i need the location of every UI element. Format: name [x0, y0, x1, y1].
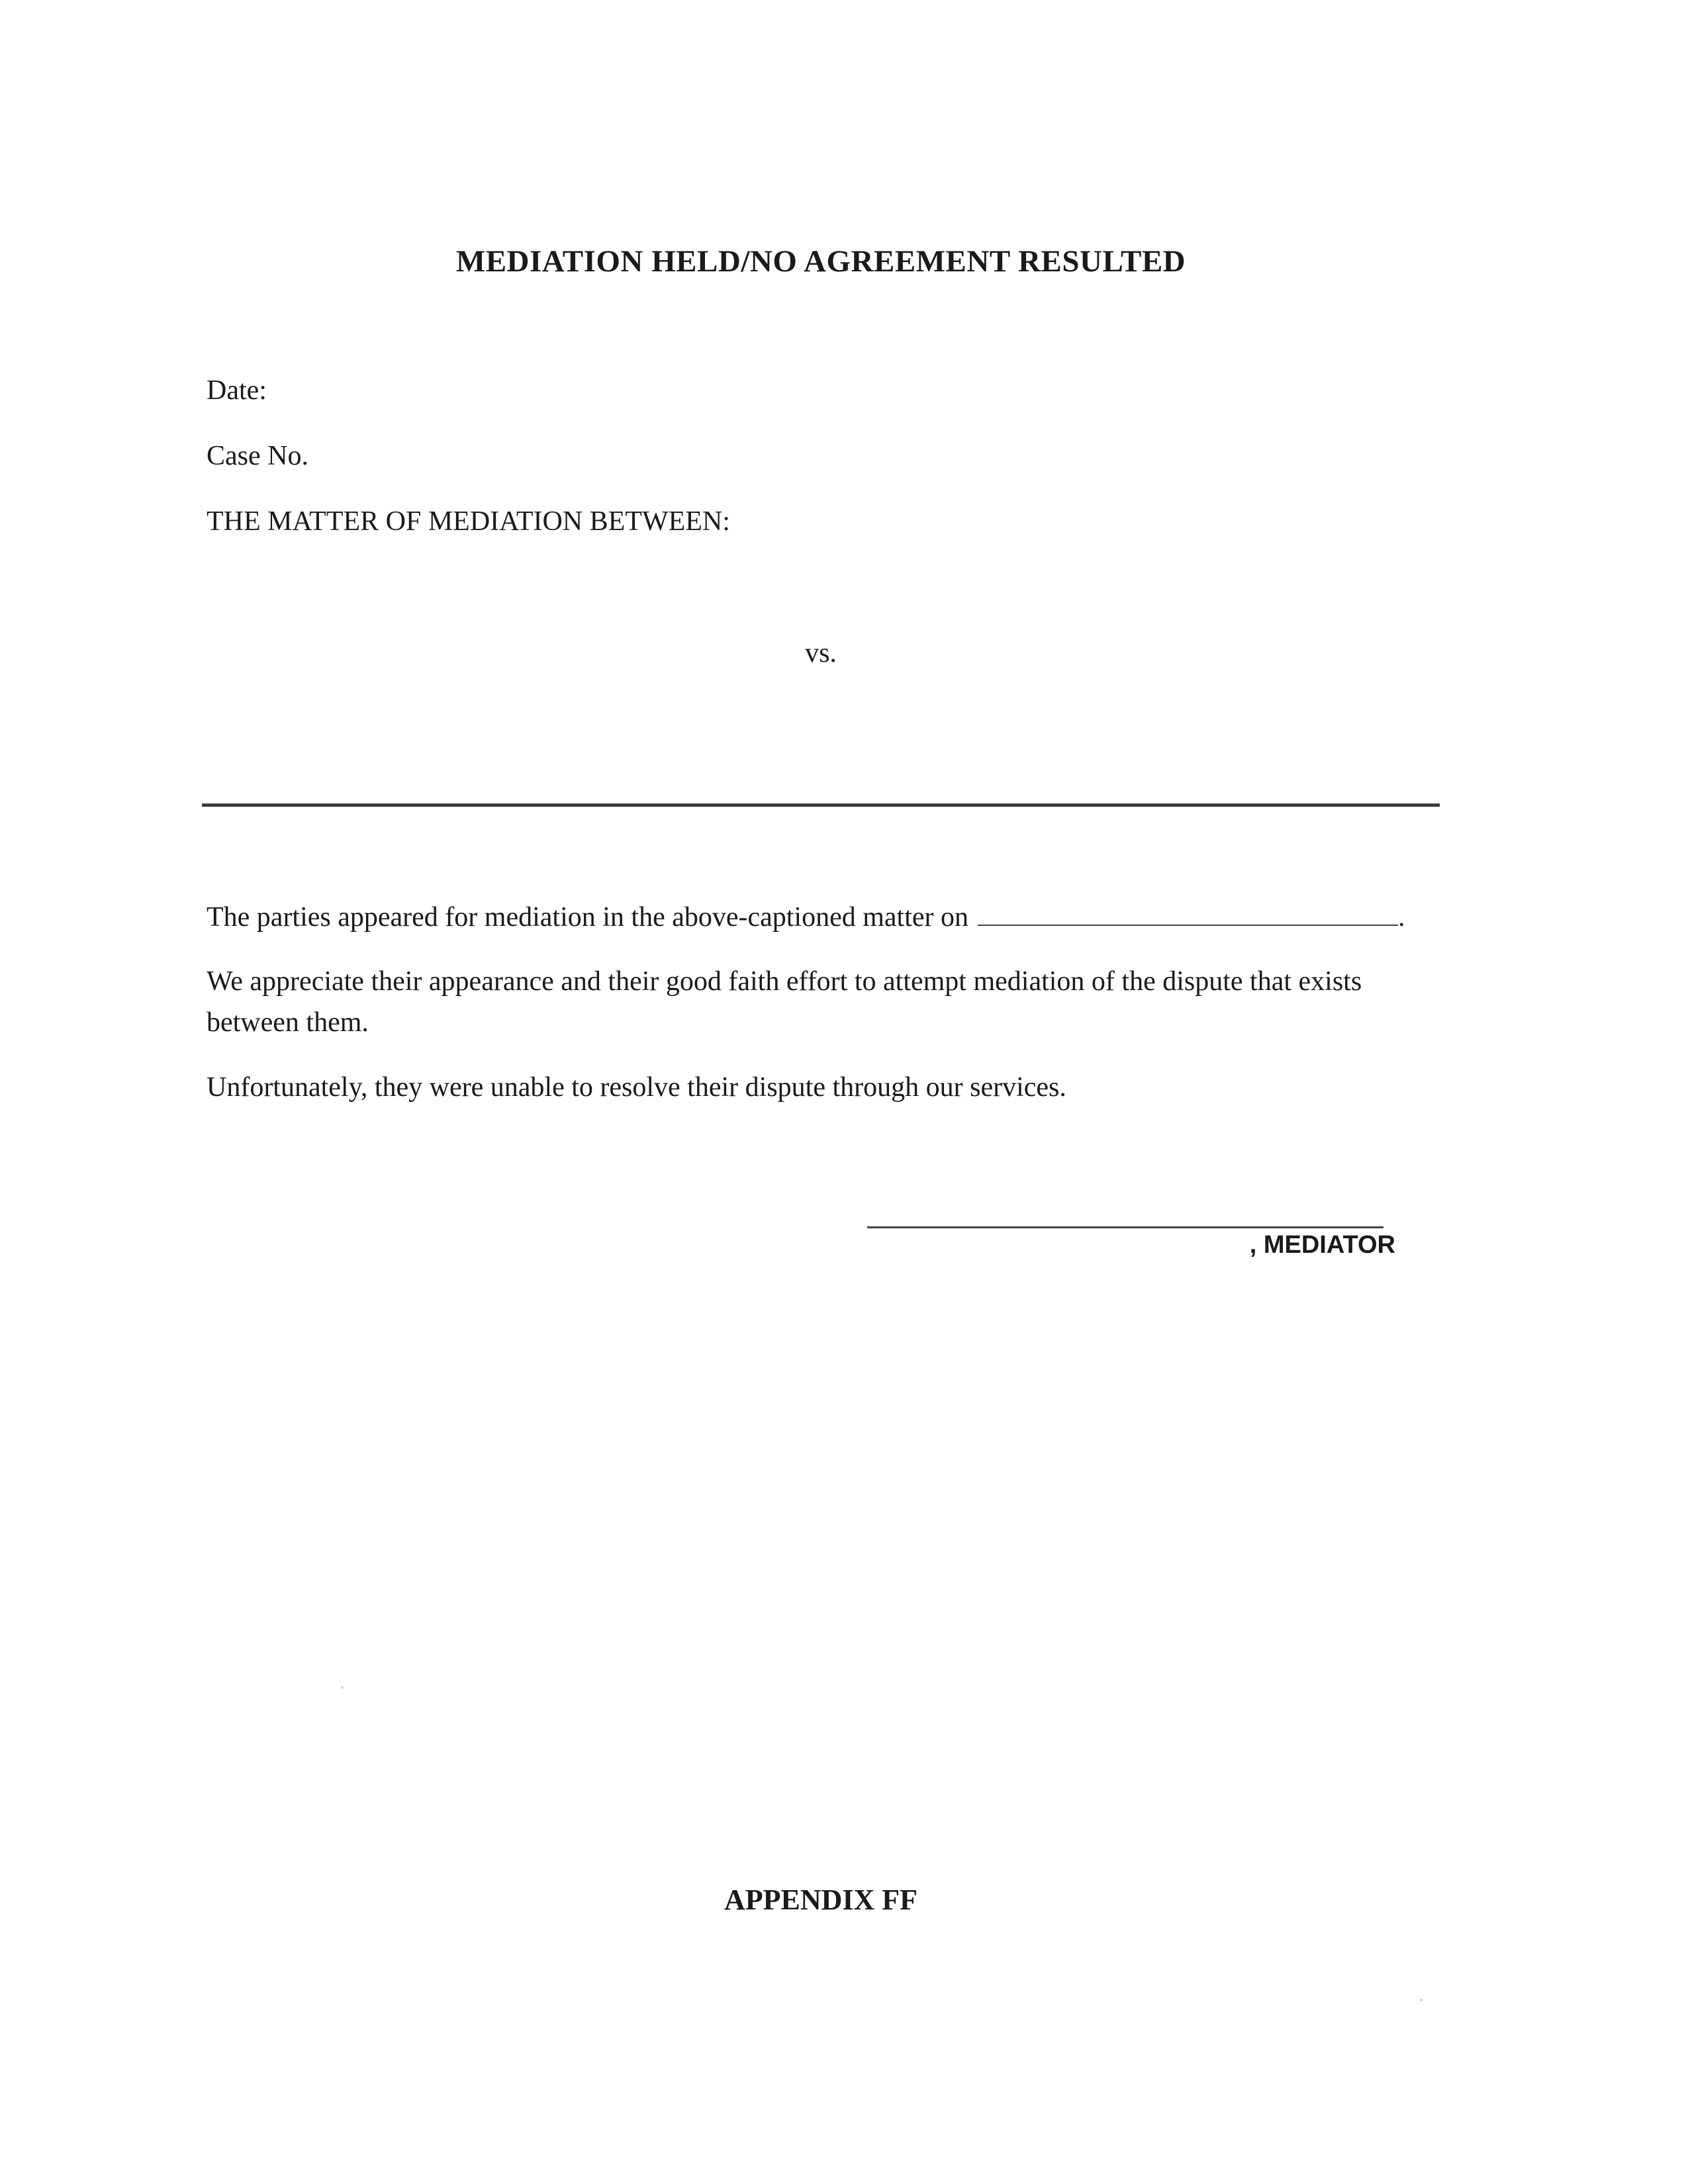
document-title: MEDIATION HELD/NO AGREEMENT RESULTED [455, 244, 1186, 279]
signature-line [867, 1226, 1383, 1228]
unable-paragraph: Unfortunately, they were unable to resolve their dispute through our services. [207, 1072, 1066, 1103]
appreciate-paragraph: We appreciate their appearance and their good faith effort to attempt mediation of the dispute that exists between them. [207, 966, 1362, 1038]
appendix-label: APPENDIX FF [724, 1884, 918, 1916]
matter-label: THE MATTER OF MEDIATION BETWEEN: [207, 506, 730, 537]
appeared-paragraph [207, 897, 1451, 938]
scan-speck [341, 1686, 344, 1689]
scan-speck [1420, 1999, 1423, 2001]
appeared-period: . [1398, 902, 1405, 933]
versus-text: vs. [805, 638, 837, 668]
appeared-text: The parties appeared for mediation in the above-captioned matter on [207, 902, 969, 933]
caption-divider [202, 803, 1440, 807]
mediator-label: , MEDIATOR [1249, 1231, 1395, 1259]
mediation-date-blank [978, 905, 1398, 926]
date-label: Date: [207, 375, 267, 406]
case-number-label: Case No. [207, 441, 308, 471]
